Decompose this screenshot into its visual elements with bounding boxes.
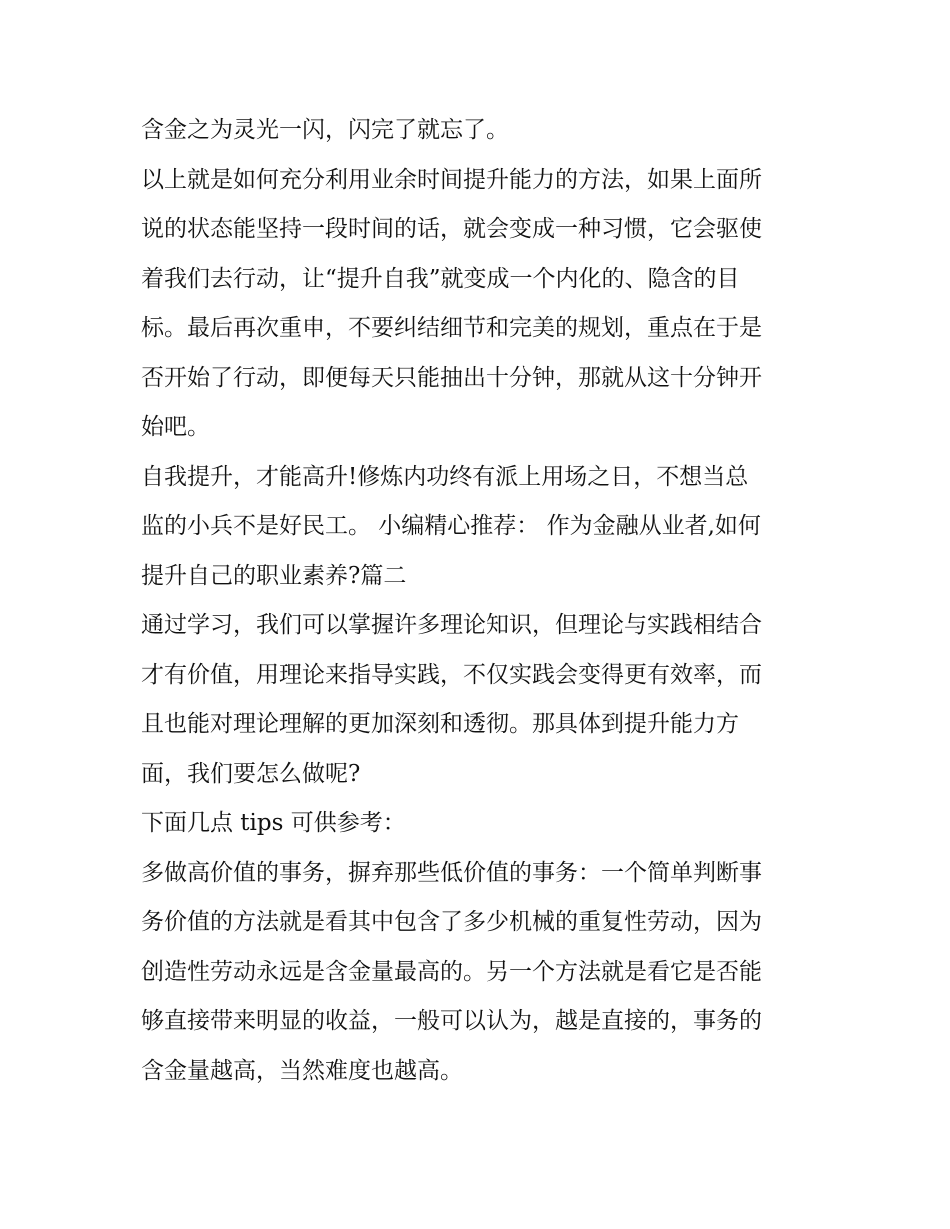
text-line: 够直接带来明显的收益，一般可以认为，越是直接的，事务的 xyxy=(141,1008,762,1034)
text-line: 含金量越高，当然难度也越高。 xyxy=(141,1057,463,1084)
paragraph-3 xyxy=(141,453,813,602)
document-body xyxy=(141,106,813,1096)
paragraph-5 xyxy=(141,799,813,849)
text-line: 且也能对理论理解的更加深刻和透彻。那具体到提升能力方 xyxy=(141,711,739,737)
text-line: 务价值的方法就是看其中包含了多少机械的重复性劳动，因为 xyxy=(141,909,762,935)
paragraph-4 xyxy=(141,601,813,799)
paragraph-1 xyxy=(141,106,813,156)
text-line: 创造性劳动永远是含金量最高的。另一个方法就是看它是否能 xyxy=(141,958,762,985)
text-line: 始吧。 xyxy=(141,414,210,440)
text-line: 着我们去行动，让“提升自我”就变成一个内化的、隐含的目 xyxy=(141,265,740,292)
text-line: 否开始了行动，即便每天只能抽出十分钟，那就从这十分钟开 xyxy=(141,364,762,391)
paragraph-2 xyxy=(141,156,813,453)
text-line: 说的状态能坚持一段时间的话，就会变成一种习惯，它会驱使 xyxy=(141,216,762,242)
text-line: 多做高价值的事务，摒弃那些低价值的事务：一个简单判断事 xyxy=(141,859,762,886)
text-line: 提升自己的职业素养?篇二 xyxy=(141,562,407,589)
text-line: 下面几点 tips 可供参考： xyxy=(141,810,406,836)
text-line: 面，我们要怎么做呢? xyxy=(141,760,361,787)
text-line: 才有价值，用理论来指导实践，不仅实践会变得更有效率，而 xyxy=(141,661,762,688)
text-line: 以上就是如何充分利用业余时间提升能力的方法，如果上面所 xyxy=(141,166,762,193)
text-line: 监的小兵不是好民工。 小编精心推荐： 作为金融从业者,如何 xyxy=(141,513,761,539)
text-line: 通过学习，我们可以掌握许多理论知识，但理论与实践相结合 xyxy=(141,612,762,638)
text-line: 含金之为灵光一闪，闪完了就忘了。 xyxy=(141,117,509,143)
paragraph-6 xyxy=(141,849,813,1097)
text-line: 自我提升，才能高升!修炼内功终有派上用场之日，不想当总 xyxy=(141,463,749,490)
text-line: 标。最后再次重申，不要纠结细节和完美的规划，重点在于是 xyxy=(141,315,762,341)
